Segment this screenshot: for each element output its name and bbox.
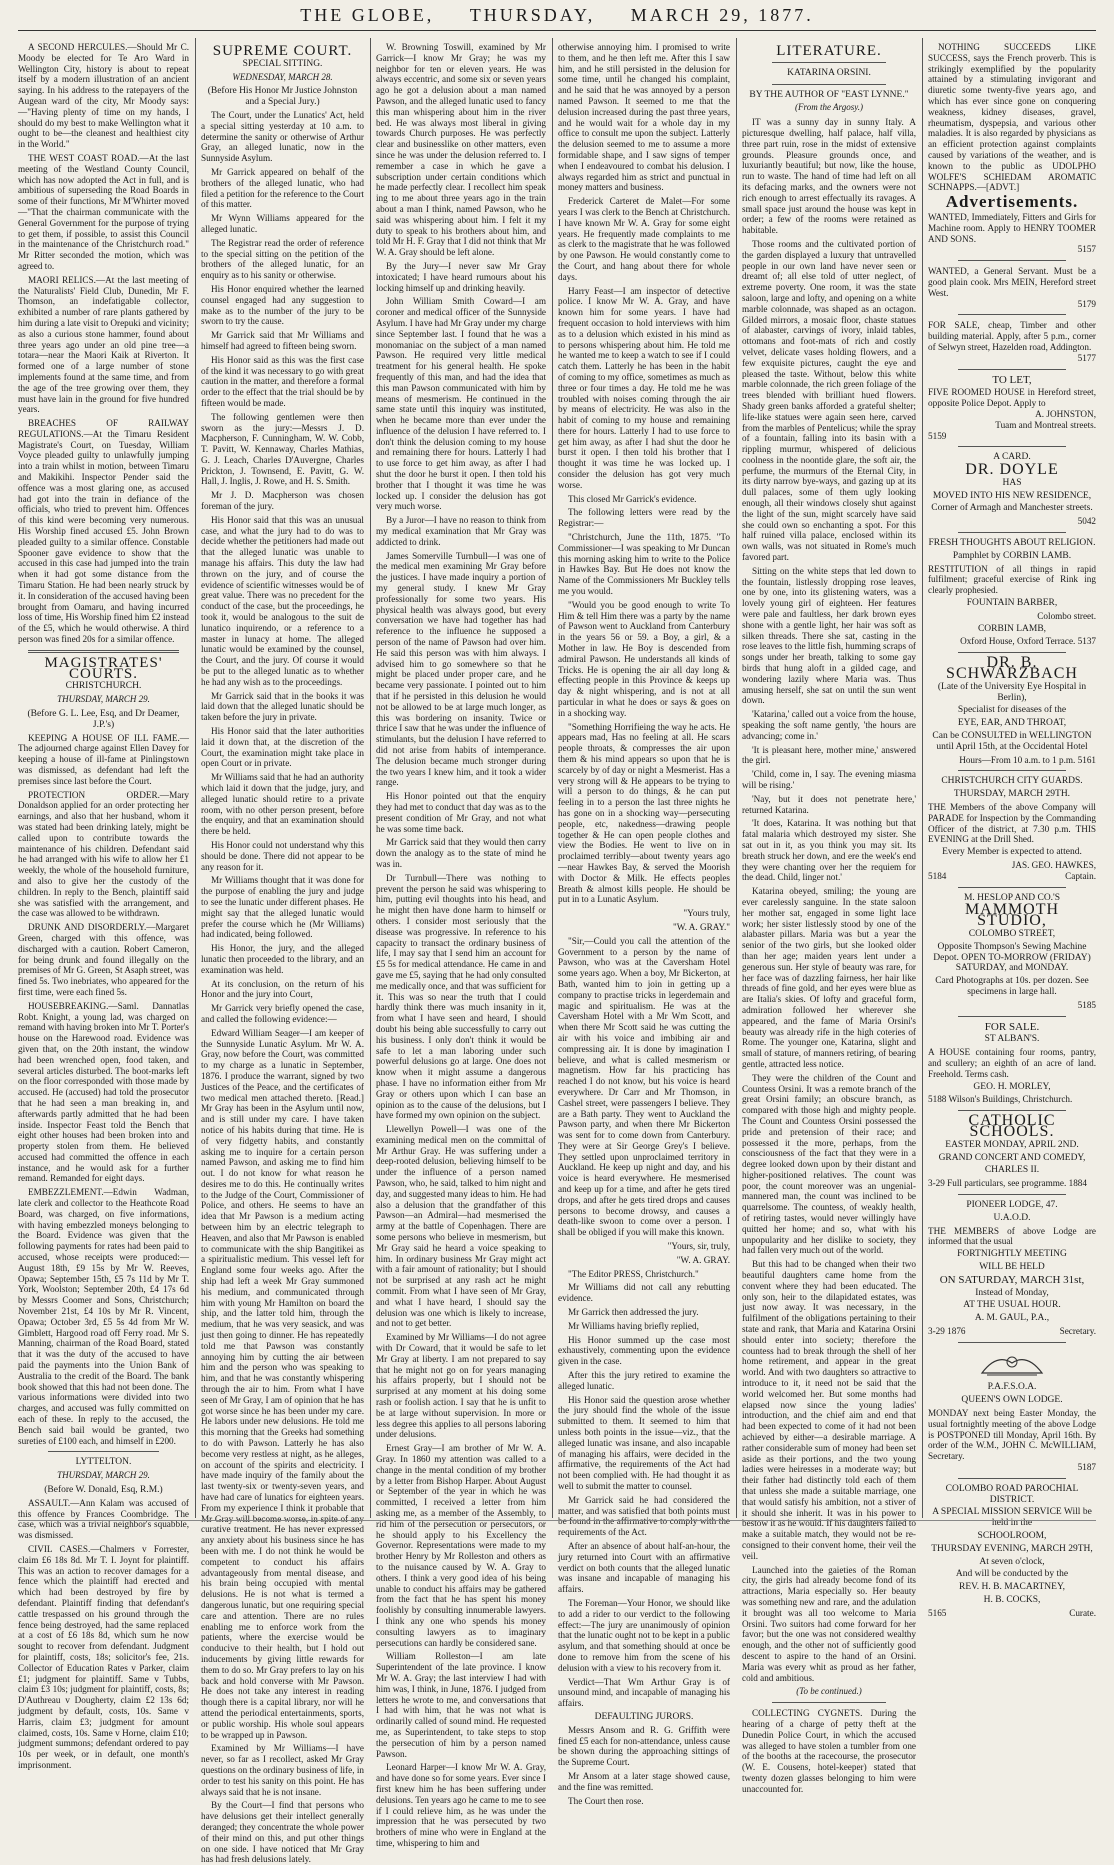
news-item-west-coast-road: THE WEST COAST ROAD.—At the last meeting of the Westland County Council, which has now adopted the Act in full, and is ambitious of superseding the Road Boards in some of their functions, Mr M'Whirter moved—"That the chairman communicate with the General Government for the purpose of trying to get them, if possible, to assist this Council in the maintenance of the Christchurch road." Mr Ritter seconded the motion, which was agreed to. <box>18 152 189 271</box>
court-bench: (Before G. L. Lee, Esq, and Dr Deamer, J.P.'s) <box>27 709 180 730</box>
article-paragraph: After this the jury retired to examine the alleged lunatic. <box>558 1370 730 1391</box>
article-paragraph: Mr Garrick very briefly opened the case, and called the following evidence:— <box>201 1003 364 1024</box>
court-date: THURSDAY, MARCH 29. <box>57 1470 150 1481</box>
article-paragraph: His Honor pointed out that the enquiry they had met to conduct that day was as to the present condition of Mr Gray, and not what he was some time back. <box>376 791 546 834</box>
masthead-day: THURSDAY, <box>469 5 596 25</box>
article-paragraph: Llewellyn Powell—I was one of the examining medical men on the committal of Mr Arthur Gray. He was suffering under a deep-rooted delusion, believing himself to be under the influence of a person named Pawson, who, he said, talked to him night and day, and suggested many ideas to him. He had also a delusion that the grandfather of this Pawson—an Admiral—had mesmerised the army at the battle of Copenhagen. There are some persons who believe in mesmerism, but Mr Gray said he heard a voice speaking to him. In ordinary business Mr Gray might act with a fair amount of rationality; but I should not be surprised at any rash act he might commit. From what I have seen of Mr Gray, and what I have heard, I should say the delusion was one which is likely to increase, and not to get better. <box>376 1124 546 1329</box>
court-bench: (Before His Honor Mr Justice Johnston and a Special Jury.) <box>207 86 358 108</box>
ad-rule <box>958 1110 1066 1111</box>
ad-rule <box>958 260 1066 261</box>
letter-signature: "W. A. GRAY. <box>676 1254 730 1265</box>
article-paragraph: His Honor summed up the case most exhaustively, commenting upon the evidence given in the case. <box>558 1334 730 1367</box>
news-item-cygnets <box>742 1708 916 1794</box>
supreme-court-heading: SUPREME COURT. <box>212 43 353 59</box>
article-paragraph: Harry Feast—I am inspector of detective police. I know Mr W. A. Gray, and have known him for some years. I have had frequent occasion to hold interviews with him as to a delusion which existed in his mind as to persons whispering about him. He told me he wanted me to keep a watch to see if I could catch them. Latterly he has been in the habit of coming to my office, sometimes as much as three or four times a day. He told me he was troubled with noises coming through the air by means of electricity. He was also in the habit of coming to my house and remaining there for hours. Latterly I had to use force to get him away, as after I had shut the door he burst it open. I then told his brother that I thought it was time he was locked up. I consider the delusion has got very much worse. <box>558 285 730 490</box>
story-paragraph: Sitting on the white steps that led down to the fountain, listlessly dropping rose leaves, one by one, into its glistening waters, was a lovely young girl of eighteen. Her features were pale and faultless, her dark brown eyes shone with a gentle light, her hair was soft as silken threads. There she sat, casting in the rose leaves to the little fish, humming scraps of songs under her breath, talking to some gay birds that hung aloft in a gilded cage, and wondering lazily where Maria was. Thus amusing herself, she sat on until the sun went down. <box>742 565 916 706</box>
court-item: KEEPING A HOUSE OF ILL FAME.—The adjourned charge against Ellen Davey for keeping a house of ill-fame at Pinlingstown was dismissed, as defendant had left the premises since last before the Court. <box>18 732 189 786</box>
court-date: WEDNESDAY, MARCH 28. <box>232 71 333 82</box>
article-paragraph: The following letters were read by the Registrar:— <box>558 507 730 529</box>
article-paragraph: By the Court—I find that persons who have delusions get their intellect generally deranged; they concentrate the whole power of their mind on this, and put other things on one side. I have noticed that Mr Gray has had fresh delusions lately. <box>201 1800 364 1865</box>
column-4 <box>558 42 730 1806</box>
section-rule <box>28 650 179 653</box>
letter-paragraph: "Sir,—Could you call the attention of the Government to a person by the name of Pawson, who was at the Caversham Hotel some years ago. When a boy, Mr Bickerton, at Bath, wanted him to join in getting up a company to practise tricks in legerdemain and magic and spiritualism. He was at the Caversham Hotel with a Mr Wm Scott, and when there Mr Scott said he was cutting the air with his voice and imbibing air and compressing air. It is done by imagination I believe, and what is called mesmerism or magnetism. How far his practicing has reached I do not know, but his voice is heard everywhere. Dr Carr and Mr Thomson, in Cashel street, were passengers I believe. They are a Bath party. They went to Auckland the Pawson party, and when there Mr Bickerton was sent for to come down from Canterbury. They were at Sir George Grey's I believe. They settled upon unproclaimed territory in Auckland. He keep up night and day, and his voice is heard everywhere. He mesmerised and keep up for a time, and after he gets tired drops, and after he gets tired drops and causes persons to become drowsy, and causes a death-like swoon to come over a person. I shall be obliged if you will make this known. <box>558 935 730 1238</box>
article-paragraph: John William Smith Coward—I am coroner and medical officer of the Sunnyside Asylum. I have had Mr Gray under my charge since September last. I found that he was a monomaniac on the subject of a man named Pawson. He required very little medical treatment for his general health. He spoke frequently of this man, and had the idea that this man Pawson communicated with him by means of mesmerism. He continued in the same state until this inquiry was instituted, when he became more than ever under the influence of the delusion I have referred to. I don't think the delusion coming to my house and remaining there for hours. Latterly I had to use force to get him away, as after I had shut the door he burst it open. I then told his brother that I thought it was time he was locked up. I consider the delusion has got very much worse. <box>376 296 547 512</box>
column-divider <box>552 38 553 1518</box>
article-paragraph: Mr J. D. Macpherson was chosen foreman of the jury. <box>201 490 364 512</box>
article-paragraph: His Honor said that the later authorities laid it down that, at the discretion of the Court, the examination might take place in open Court or in private. <box>201 726 364 769</box>
article-paragraph: Mr Williams having briefly replied, <box>568 1320 699 1331</box>
column-5 <box>742 42 917 1794</box>
story-paragraph: 'Katarina,' called out a voice from the house, speaking the soft name gently, 'the hours are advancing; come in.' <box>742 709 916 741</box>
article-paragraph: Mr Garrick appeared on behalf of the brothers of the alleged lunatic, who had filed a petition for the reference to the Court of this matter. <box>201 166 364 210</box>
schnapps-notice: NOTHING SUCCEEDS LIKE SUCCESS, says the French proverb. This is strikingly exemplified by the popularity attained by a stimulating invigorant and diuretic some twenty-five years ago, and which has ever since gone on conquering weakness, kidney diseases, gravel, rheumatism, dyspepsia, and various other maladies. It is also regarded by physicians as an efficient protection against complaints caused by variations of the weather, and is known to the public as UDOLPHO WOLFE'S SCHIEDAM AROMATIC SCHNAPPS.—[ADVT.] <box>928 42 1096 193</box>
ad-rule <box>958 446 1066 447</box>
article-paragraph: Mr Williams thought that it was done for the purpose of enabling the jury and judge to see the lunatic under different phases. He might say that the alleged lunatic would prefer the course which he (Mr Williams) had indicated, being followed. <box>201 875 364 940</box>
story-paragraph: They were the children of the Count and Countess Orsini. It was a remote branch of the great Orsini family; an obscure branch, as compared with those high and mighty people. The Count and Countess Orsini possessed the pride and pretension of their race; and possessed it the more, perhaps, from the consciousness of the fact that they were in a degree looked down upon by their distant and higher-positioned relatives. The count was poor, the count moreover was an ungenial-mannered man, the count was inclined to be quarrelsome. The countess, of weakly health, of retiring tastes, would never willingly have quitted her home; and so, what with his unpopularity and her dislike to society, they had fallen very much out of the world. <box>742 1072 916 1256</box>
story-paragraph: 'Child, come in, I say. The evening miasma will be rising.' <box>742 769 916 790</box>
lyttelton-heading: LYTTELTON. <box>75 1457 132 1468</box>
letter-paragraph: "Something Horrifieing the way he acts. He appears mad, Has no feeling at all. He scars people throats, & compresses the air upon them & his mind appears so upon that he is scarcely by of day or night a Mesmerist. Has a very strong will & He appears to be trying to will a person to do things, & he can put feeling in to a person the last three nights he has gone on in a shocking way—persecuting people, etc, nakedness—drawing people together & He can open people clothes and view the Bodies. He went to live on in proclaimed terribly—about twenty years ago—near Hawkes Bay, & served the Moorish with Doctor & Milk. He effects peoples Breath & almost kills people. He should be put in to a Lunatic Asylum. <box>558 721 730 905</box>
article-paragraph: His Honor said the question arose whether the jury should find the whole of the issue submitted to them. It seemed to him that unless both points in the issue—viz., that the alleged lunatic was insane, and also incapable of managing his affairs, were decided in the affirmative, the requirements of the Act had not been complied with. He had thought it as well to submit the matter to counsel. <box>558 1394 730 1491</box>
letter-paragraph: "Would you be good enough to write To Him & tell Him there was a party by the name of Pawson went to Auckland from Canterbury in the years 56 or 59. a Boy, a girl, & a Mother in law. He Boy is descended from admiral Pawson. He understands all kinds of Tricks. He is opening the air all day long & effecting people in this Province & keeps up day & night whispering, and is not at all particular in what he does or says & goes on in a shocking way. <box>558 599 730 718</box>
letter-signoff: "Yours truly, <box>683 908 730 919</box>
masthead-date: MARCH 29, 1877. <box>630 5 814 25</box>
column-2 <box>201 42 364 1865</box>
news-item-railway: BREACHES OF RAILWAY REGULATIONS.—At the Timaru Resident Magistrate's Court, on Tuesday, William Voyce pleaded guilty to unlawfully jumping into a train whilst in motion, between Timaru and Makikihi. Inspector Pender said the offence was a most glaring one, as accused had got into the train in defiance of the officials, who tried to prevent him. Offences of this kind were becoming very numerous. His Worship fined accused £5. John Brown pleaded guilty to a similar offence. Constable Spooner gave evidence to show that the accused in this case had jumped into the train when it had got some distance from the Timaru Station. He had been nearly struck by it. In consideration of the accused having been brought from Oamaru, and having incurred loss of time, His Worship fined him £2 instead of the £5, which he would otherwise. A third person was fined 20s for a similar offence. <box>18 418 189 645</box>
article-paragraph: Mr Wynn Williams appeared for the alleged lunatic. <box>201 213 364 234</box>
section-rule <box>772 84 886 85</box>
article-paragraph: By a Juror—I have no reason to think from my medical examination that Mr Gray was addicted to drink. <box>376 515 546 547</box>
section-rule <box>48 1451 159 1452</box>
article-paragraph: Verdict—That Wm Arthur Gray is of unsound mind, and incapable of managing his affairs. <box>558 1676 730 1709</box>
article-paragraph: otherwise annoying him. I promised to write to them, and he then left me. After this I saw him, and he still persisted in the delusion for some time, until he changed his complaint, and he said that he was annoyed by a person named Pawson. It seemed to me that the delusion increased during the past three years, and he would wait for a whole day in my office to consult me upon the subject. Latterly the delusion seemed to me to assume a more formidable shape, and I saw signs of temper when I endeavoured to combat his delusion. I always regarded him as strict and punctual in money matters and business. <box>558 42 730 193</box>
page-bottom-rule <box>18 1520 1096 1521</box>
article-paragraph: By the Jury—I never saw Mr Gray intoxicated; I have heard rumours about his locking himself up and drinking heavily. <box>376 260 546 293</box>
masthead-rule <box>18 30 1096 31</box>
article-paragraph: The Court then rose. <box>568 1795 644 1806</box>
ad-fitters-wanted: WANTED, Immediately, Fitters and Girls for Machine room. Apply to HENRY TOOMER AND SONS. 5157 <box>928 211 1096 255</box>
ad-queens-own-lodge: P.A.F.S.O.A. QUEEN'S OWN LODGE. MONDAY next being Easter Monday, the usual fortnightly meeting of the above Lodge is POSTPONED till Monday, April 16th. By order of the W.M., JOHN C. McWILLIAM, Secretary. 5187 <box>928 1348 1096 1473</box>
article-paragraph: His Honor, the jury, and the alleged lunatic then proceeded to the library, and an examination was held. <box>201 943 364 975</box>
cygnets-text: During the hearing of a charge of petty theft at the Dunedin Police Court, in which the accused was alleged to have stolen a tumbler from one of the booths at the racecourse, the prosecutor (W. E. Cousens, hotel-keeper) stated that twenty dozen glasses belonging to him were unaccounted for. <box>742 1708 916 1794</box>
special-sitting-subheading: SPECIAL SITTING. <box>242 58 323 69</box>
cygnets-heading: COLLECTING CYGNETS. <box>752 1708 863 1719</box>
letter-paragraph: "Christchurch, June the 11th, 1875. "To Commissioner—I was speaking to Mr Duncan this morning asking him to write to the Police in Hawkes Bay. But He does not know the Name of the Commissioners Mr Buckley tells me you would. <box>558 532 730 597</box>
article-paragraph: His Honor could not understand why this should be done. There did not appear to be any reason for it. <box>201 839 364 872</box>
court-item: DRUNK AND DISORDERLY.—Margaret Green, charged with this offence, was discharged with a caution. Robert Cameron, for being drunk and found illegally on the premises of Mr G. Green, St Asaph street, was fined 5s. Two inebriates, who appeared for the first time, were each fined 5s. <box>18 922 189 997</box>
section-rule <box>772 1702 886 1703</box>
article-paragraph: Mr Garrick then addressed the jury. <box>568 1307 699 1318</box>
to-be-continued: (To be continued.) <box>796 1686 862 1697</box>
article-paragraph: His Honor said as this was the first case of the kind it was necessary to go with great caution in the matter, and therefore a formal order to the effect that the trial should be by fifteen would be made. <box>201 354 364 408</box>
masthead-title: THE GLOBE, <box>300 5 435 25</box>
article-paragraph: James Somerville Turnbull—I was one of the medical men examining Mr Gray before the justices. I have made inquiry a portion of my general study. I knew Mr Gray professionally for some two years. His physical health was always good, but every conversation we have had together has had reference to the influence he supposed a person of the name of Pawson had over him. He said this person was with him always. I advised him to go somewhere so that he might be placed under proper care, and he became very passionate. I pointed out to him that if he persisted in this delusion he would not be allowed to be at large much longer, as this was bordering on insanity. Twice or thrice I saw that he was under the influence of stimulants, but the delusion I have referred to did not arise from habits of intemperance. The delusion became much stronger during the two years I knew him, and it took a wider range. <box>376 550 546 788</box>
ad-rule <box>958 887 1066 888</box>
story-source: (From the Argosy.) <box>795 102 863 113</box>
article-paragraph: Mr Garrick said he had considered the matter, and was satisfied that both points must be found in the affirmative to comply with the requirements of the Act. <box>558 1494 730 1538</box>
ad-dr-doyle: A CARD. DR. DOYLE HAS MOVED INTO HIS NEW RESIDENCE, Corner of Armagh and Manchester streets. 5042 <box>931 452 1096 527</box>
article-paragraph: Examined by Mr Williams—I do not agree with Dr Coward, that it would be safe to let Mr Gray at liberty. I am not prepared to say that he might not go on for years managing his affairs properly, but I should not be surprised at any moment at his doing some rash or foolish action. I say that he is unfit to be at large without supervision. In more or less degree this applies to all persons laboring under delusions. <box>376 1332 546 1440</box>
article-paragraph: Mr Williams said that he had an authority which laid it down that the judge, jury, and alleged lunatic should retire to a private room, with no other person present, before the enquiry, and that an examination should there be held. <box>201 772 364 837</box>
christchurch-subheading: CHRISTCHURCH. <box>65 681 142 692</box>
column-6-advertisements <box>928 42 1096 1618</box>
court-item: CIVIL CASES.—Chalmers v Forrester, claim £6 18s 8d. Mr T. I. Joynt for plaintiff. This was an action to recover damages for a fence which the plaintiff had erected and which had been destroyed by fire by defendant. Plaintiff finding that defendant's cattle trespassed on his ground through the fence being destroyed, had the same replaced at a cost of £6 18s 8d, which sum he now sought to recover from defendant. Judgment for plaintiff, costs, 18s; solicitor's fee, 21s. Collector of Education Rates v Parker, claim £1; judgment for plaintiff. Same v Tubbs, claim £3 10s; judgment for plaintiff, costs, 8s; D'Authreau v Dougherty, claim £2 13s 6d; judgment by default, costs, 10s. Same v Harris, claim £3; judgment for amount claimed, costs, 10s. Same v Horne, claim £10; judgment summons; defendant ordered to pay 10s per week, or in default, one month's imprisonment. <box>18 1543 189 1770</box>
ad-rule <box>958 652 1066 653</box>
ad-fresh-thoughts: FRESH THOUGHTS ABOUT RELIGION. Pamphlet by CORBIN LAMB. RESTITUTION of all things in rapid fulfilment; graceful exercise of Rink ing clearly prophesied. FOUNTAIN BARBER, Colombo street. CORBIN LAMB, Oxford House, Oxford Terrace. 5137 <box>928 538 1096 647</box>
article-paragraph: William Rolleston—I am late Superintendent of the late province. I know Mr W. A. Gray; the last interview I had with him was, I think, in June, 1876. I judged from letters he wrote to me, and conversations that I had with him, that he was not what is ordinarily called of sound mind. He requested me, as Superintendent, to take steps to stop the persecution of him by a person named Pawson. <box>376 1651 546 1759</box>
literature-heading: LITERATURE. <box>776 43 882 59</box>
lodge-emblem-icon <box>928 1348 1096 1381</box>
article-paragraph: His Honor said that this was an unusual case, and what the jury had to do was to decide whether the petitioners had made out that the alleged lunatic was unable to manage his affairs. This duty the law had thrown on the jury, and of course the evidence of scientific witnesses would be of great value. There was no precedent for the conduct of the case, but the proceedings, he took it, would be analogous to the suit de lunatico inquirendo, or a reference to a master in lunacy at home. The alleged lunatic would be examined by the counsel, the Court, and the jury. Of course it would be put to the alleged lunatic as to whether he had any wish as to the proceedings. <box>201 514 364 687</box>
ad-rule <box>958 1016 1066 1017</box>
article-paragraph: Messrs Ansom and R. G. Griffith were fined £5 each for non-attendance, unless cause be shown during the approaching sittings of the Supreme Court. <box>558 1724 730 1768</box>
column-divider <box>370 38 371 1518</box>
column-divider <box>195 38 196 1518</box>
court-item: PROTECTION ORDER.—Mary Donaldson applied for an order protecting her earnings, and also that her husband, whom it was stated had been drinking lately, might be called upon to contribute towards the maintenance of his children. Defendant said he had arranged with his wife to allow her £1 weekly, the whole of the household furniture, and also to give her the custody of the children. In reply to the Bench, plaintiff said she was satisfied with the arrangement, and the case was allowed to be withdrawn. <box>18 789 189 919</box>
article-paragraph: Mr Garrick said that they would then carry down the analogy as to the state of mind he was in. <box>376 837 546 869</box>
story-paragraph: IT was a sunny day in sunny Italy. A picturesque dwelling, half palace, half villa, three part ruin, rose in the midst of extensive grounds. Pleasure grounds once, and luxuriantly beautiful; but now, like the house, run to waste. The hand of time had left on all its defacing marks, and the owners were not rich enough to arrest effectually its ravages. A small space just around the house was kept in order; a few of the rooms were retained as habitable. <box>742 117 916 236</box>
news-item-hercules: A SECOND HERCULES.—Should Mr C. Moody be elected for Te Aro Ward in Wellington City, history is about to repeat itself by a modern illustration of an ancient saying. In his address to the ratepayers of the Augean ward of the city, Mr Moody says:—"Having plenty of time on my hands, I should do my best to make Wellington what it ought to be—the cleanest and healthiest city in the World." <box>18 42 189 150</box>
story-paragraph: Those rooms and the cultivated portion of the garden displayed a luxury that untravelled people in our own land have never seen or dreamt of; all else told of utter neglect, of extreme poverty. One room, it was the state saloon, large and lofty, and opening on a white marble colonnade, was shaped as an octagon. Gilded mirrors, a mosaic floor, chaste statues of alabaster, carvings of ivory, inlaid tables, ottomans and foot-mats of rich and costly velvet, delicate vases holding flowers, and a few exquisite pictures, caught the eye and pleased the taste. Without, below this white marble colonnade, the rich green foliage of the trees blended with brilliant hued flowers. Shady green banks afforded a grateful shelter; life-like statues were again seen here, carved from the marbles of Pentelicus; while the spray of a fountain, falling into its basin with a rippling murmur, whispered of delicious coolness in the noontide glare, the soft air, the perfume, the murmurs of the Eternal City, in its dirty narrow bye-ways, and gazing up at its dull palaces, some of them ugly looking enough, all their windows closely shut against the light of the sun, might scarcely have said she could own so enchanting a spot. For this half ruined villa palace, enclosed within its own walls, was not situated in Rome's much favored part. <box>742 238 916 563</box>
article-paragraph: Frederick Carteret de Malet—For some years I was clerk to the Bench at Christchurch. I have known Mr W. A. Gray for some eight years. He frequently made complaints to me as clerk to the magistrate that he was followed by one Pawson. He would constantly come to the Court, and hang about there for whole days. <box>558 196 730 282</box>
story-paragraph: 'It is pleasant here, mother mine,' answered the girl. <box>742 744 916 766</box>
ad-mission-service: COLOMBO ROAD PAROCHIAL DISTRICT. A SPECIAL MISSION SERVICE Will be held in the SCHOOLROOM, THURSDAY EVENING, MARCH 29TH, At seven o'clock, And will be conducted by the REV. H. B. MACARTNEY, H. B. COCKS, 5165 Curate. <box>928 1483 1096 1618</box>
court-item: HOUSEBREAKING.—Saml. Dannatlas Robt. Knight, a young lad, was charged on remand with having broken into Mr T. Porter's house on the Harewood road. Evidence was given that, on the 20th instant, the window had been wrenched open, food taken, and several articles disturbed. The boot-marks left on the floor corresponded with those made by accused. He (accused) had told the prosecutor that he had seen a man breaking in, and afterwards partly admitted that he had been inside. Inspector Feast told the Bench that eight other houses had been broken into and property stolen from them. He believed accused had committed the offence in each instance, and he would ask for a further remand. Remanded for eight days. <box>18 1000 189 1184</box>
article-paragraph: This closed Mr Garrick's evidence. <box>568 493 697 504</box>
ad-rule <box>958 770 1066 771</box>
story-title: KATARINA ORSINI. <box>787 67 871 78</box>
section-rule <box>772 62 886 63</box>
article-paragraph: Examined by Mr Williams—I have never, so far as I recollect, asked Mr Gray questions on the ordinary business of life, in order to test his sanity on this point. He has always said that he is not insane. <box>201 1743 364 1797</box>
ad-rule <box>958 314 1066 315</box>
article-paragraph: Mr Ansom at a later stage showed cause, and the fine was remitted. <box>558 1770 730 1792</box>
article-paragraph: Leonard Harper—I know Mr W. A. Gray, and have done so for some years. Ever since I first knew him he has been suffering under delusions. Ten years ago he came to me to see if I could relieve him, as he was under the impression that he was persecuted by two brothers of mine who were in England at the time, whispering to him and <box>376 1762 546 1848</box>
article-paragraph: Dr Turnbull—There was nothing to prevent the person he said was whispering to him, putting evil thoughts into his head, and he might then have done harm to himself or others. I consider most seriously that the disease was progressive. In reference to his capacity to transact the ordinary business of life, I may say that I send him an account for £5 5s for medical attendance. He came in and gave me £5, saying that he had only consulted me medically once, and that was sufficient for it. This was so near the truth that I could hardly think there was much insanity in it, from what I have seen and heard, I should doubt his being able successfully to carry out his business. I only don't think it would be safe to let a man laboring under such powerful delusions go at large. One does not know when it might assume a dangerous phase. I have no information either from Mr Gray or others upon which I can base an opinion as to the cause of the delusions, but I have formed my own opinion on the subject. <box>376 872 546 1121</box>
article-paragraph: Mr Garrick said that Mr Williams and himself had agreed to fifteen being sworn. <box>201 330 364 351</box>
ad-mammoth-studio: M. HESLOP AND CO.'S MAMMOTH STUDIO, COLOMBO STREET, Opposite Thompson's Sewing Machine Depot. OPEN TO-MORROW (FRIDAY) SATURDAY, and MONDAY. Card Photographs at 10s. per dozen. See specimens in large hall. 5185 <box>933 892 1096 1010</box>
article-paragraph: After an absence of about half-an-hour, the jury returned into Court with an affirmative verdict on both counts that the alleged lunatic was insane and incapable of managing his affairs. <box>558 1540 730 1595</box>
ad-rule <box>958 1194 1066 1195</box>
column-divider <box>736 38 737 1518</box>
court-date: THURSDAY, MARCH 29. <box>57 694 150 705</box>
column-1 <box>18 42 189 1770</box>
story-byline: BY THE AUTHOR OF "EAST LYNNE." <box>749 89 909 100</box>
ad-dr-schwarzbach: DR. B. SCHWARZBACH (Late of the University Eye Hospital in Berlin), Specialist for diseases of the EYE, EAR, AND THROAT, Can be CONSULTED in WELLINGTON until April 15th, at the Occidental Hotel Hours—From 10 a.m. to 1 p.m. 5161 <box>932 654 1096 765</box>
story-paragraph: Katarina obeyed, smiling; the young are ever carelessly sanguine. In the state saloon her mother sat, engaged in some light lace work; her sister listlessly stood by one of the alabaster pillars. Maria was but a year the senior of the two girls, but she looked older than her age; maiden years lent under a generous sun. Her style of beauty was rare, for her face was of dazzling fairness, her hair like threads of fine gold, and her eyes were blue as are Italia's skies. Of lofty and graceful form, admiration followed her wherever she appeared, and the fame of Maria Orsini's beauty was already rife in the high coteries of Rome. The younger one, Katarina, slight and small of stature, of manners retiring, of bearing gentle, attracted less notice. <box>742 886 916 1069</box>
ad-pioneer-lodge: PIONEER LODGE, 47. U.A.O.D. THE MEMBERS of above Lodge are informed that the usual FORTNIGHTLY MEETING WILL BE HELD ON SATURDAY, MARCH 31st, Instead of Monday, AT THE USUAL HOUR. A. M. GAUL, P.A., 3-29 1876 Secretary. <box>928 1199 1096 1336</box>
article-paragraph: Edward William Seager—I am keeper of the Sunnyside Lunatic Asylum. Mr W. A. Gray, now before the Court, was committed to my charge as a lunatic in September, 1876. I produce the warrant, signed by two Justices of the Peace, and the certificates of two medical men attached thereto. [Read.] Mr Gray has been in the Asylum until now, and is still under my care. I have taken notice of his habits during that time. He is of very fidgetty habits, and constantly asking me to inquire for a certain person named Pawson, and asking me to find him out. I do not know for what reason he desires me to do this. He continually writes to the Judge of the Court, Commissioner of Police, and others. He seems to have an idea that Mr Pawson is a medium acting between him by an electric telegraph to Heaven, and also that Mr Pawson is enabled to communicate with the ship Bangitikei as a spiritualistic medium. This vessel left for England some four weeks ago. After the ship had left a week Mr Gray summoned his medium, and communicated through him with young Mr Hamilton on board the ship, and the latter told him, through the medium, that he was very seasick, and was just then going to dinner. He has repeatedly told me that Pawson was constantly annoying him by cutting the air between him and the person who was speaking to him, and that he was constantly whispering through the air to him. From what I have seen of Mr Gray, I am of opinion that he has got worse since he has been under my care. He labors under new delusions. He told me this morning that the Greeks had something to do with Pawson. Latterly he has also become very restless at night, as he alleges, on account of the spirits and electricity. I have made inquiry of the family about the last twenty-six or twenty-seven years, and have had care of lunatics for eighteen years. From my experience I think it probable that Mr Gray will become worse, in spite of any curative treatment. He has never expressed any anxiety about his business since he has been with me. I do not think he would be competent to conduct his affairs advantageously from mental disease, and his brain being occupied with mental delusions. He is not what is termed a dangerous lunatic, but one requiring special care and attention. There are no rules enabling me to enforce work from the patients, where the exercise would be conducive to their health, but I hold out inducements by giving little rewards for them to do so. Mr Gray prefers to lay on his back and hold converse with Mr Pawson. He does not take any interest in reading though there is a capital library, nor will he attend the periodical entertainments, sports, or public worship. His whole soul appears to be wrapped up in Pawson. <box>201 1027 364 1740</box>
ad-servant-wanted: WANTED, a General Servant. Must be a good plain cook. Mrs MEIN, Hereford street West. 5179 <box>928 266 1096 309</box>
article-paragraph: Mr Williams did not call any rebutting evidence. <box>558 1282 730 1304</box>
ad-city-guards: CHRISTCHURCH CITY GUARDS. THURSDAY, MARCH 29TH. THE Members of the above Company will PARADE for Inspection by the Commanding Officer of the district, at 7.30 p.m. THIS EVENING at the Drill Shed. Every Member is expected to attend. JAS. GEO. HAWKES, 5184 Captain. <box>928 776 1096 881</box>
article-paragraph: The Court, under the Lunatics' Act, held a special sitting yesterday at 10 a.m. to determine the sanity or otherwise of Arthur Gray, an alleged lunatic, now in the Sunnyside Asylum. <box>201 109 364 164</box>
article-paragraph: Mr Garrick said that in the books it was laid down that the alleged lunatic should be taken before the jury in private. <box>201 690 364 723</box>
ad-rule <box>958 1342 1066 1343</box>
masthead <box>0 0 1114 30</box>
letter-signature: "W. A. GRAY." <box>673 921 730 932</box>
advertisements-heading: Advertisements. <box>945 192 1079 212</box>
news-item-maori-relics: MAORI RELICS.—At the last meeting of the Naturalists' Field Club, Dunedin, Mr F. Thomson, an indefatigable collector, exhibited a number of rare plants gathered by him during a late visit to Orepuki and vicinity; as also a curious stone hammer, found about three years ago under an old pine tree—a totara—near the Maori Kaik at Riverton. It formed one of a large number of stone implements found at the same time, and from the age of the tree growing over them, they must have lain in the ground for five hundred years. <box>18 274 189 415</box>
defaulting-jurors-heading: DEFAULTING JURORS. <box>594 1711 694 1722</box>
ad-house-to-let: TO LET, FIVE ROOMED HOUSE in Hereford street, opposite Police Depot. Apply to A. JOHNSTON, Tuam and Montreal streets. 5159 <box>928 373 1096 441</box>
ad-rule <box>958 1478 1066 1479</box>
letter-signoff: "Yours, sir, truly, <box>667 1241 730 1252</box>
story-paragraph: But this had to be changed when their two beautiful daughters came home from the convent where they had been educated. The only son, heir to the dilapidated estates, was just now away. It was necessary, in the fulfilment of the obligations pertaining to their state and rank, that Maria and Katarina Orsini should enter into society; therefore the countess had to break through the shell of her home retirement, and appear in the great world. And with two daughters so attractive to introduce to it, it need not be said that the world welcomed her. But some months had elapsed now since the young ladies' introduction, and the chief aim and end that had been expected to come of it had not been achieved by either—a desirable marriage. A rather considerable sum of money had been set aside as their portions, and the two young ladies were heiresses in a moderate way; but their father had distinctly told each of them that unless she made a suitable marriage, one that would satisfy his ambition, not a stiver of it should she inherit. It was in his power to bestow it as he would. If his daughters failed to make a suitable match, they would not be re-consigned to their convent home, their veil the veil. <box>742 1259 917 1561</box>
court-item: EMBEZZLEMENT.—Edwin Wadman, late clerk and collector to the Heathcote Road Board, was charged, on five informations, with having embezzled moneys belonging to the Board. Evidence was given that the following payments for rates had been paid to accused, whose receipts were produced:—August 18th, £9 15s by Mr W. Reeves, Opawa; September 15th, £5 7s 11d by Mr T. York, Woolston; September 20th, £4 17s 6d by Messrs Coomer and Sons, Christchurch; November 21st, £4 10s by Mr R. Vincent, Opawa; October 3rd, £5 5s 4d from Mr W. Gimblett, Hargood road off Ferry road. Mr S. Manning, chairman of the Road Board, stated that it was the duty of the accused to have paid the payments into the Union Bank of Australia to the credit of the Board. The bank book showed that this had not been done. The various informations were divided into two charges, and accused was fully committed on each of these. In reply to the accused, the Bench said bail would be granted, two sureties of £100 each, and himself in £200. <box>18 1187 189 1446</box>
article-paragraph: The following gentlemen were then sworn as the jury:—Messrs J. D. Macpherson, F. Cunningham, W. W. Cobb, T. Pavitt, W. Kennaway, Charles Mathias, G. J. Leach, Charles D'Auvergne, Charles Prickton, J. Townsend, E. Pavitt, G. W. Hall, J. Inglis, J. Rowe, and H. S. Smith. <box>201 411 364 487</box>
ad-st-albans-for-sale: FOR SALE. ST ALBAN'S. A HOUSE containing four rooms, pantry, and scullery; an eighth of an acre of land. Freehold. Terms cash. GEO. H. MORLEY, 5188 Wilson's Buildings, Christchurch. <box>928 1020 1096 1105</box>
ad-rule <box>958 369 1066 370</box>
article-paragraph: W. Browning Toswill, examined by Mr Garrick—I know Mr Gray; he was my neighbor for ten or eleven years. He was always eccentric, and some six or seven years ago he got a delusion about a man named Pawson, and the alleged lunatic used to fancy this man whispering about him in the river bed. He was always most liberal in giving towards Church purposes. He was perfectly clear and businesslike on other matters, even since he was under the delusion referred to. I remember a case in which he gave a subscription under certain conditions which he made perfectly clear. I recollect him speak ing to me about three years ago in the train about a man I think, named Pawson, who he said was whispering about him. I felt it my duty to speak to his brothers about him, and told Mr H. F. Gray that I did not think that Mr W. A. Gray should be left alone. <box>376 42 546 258</box>
ad-catholic-schools: CATHOLIC SCHOOLS. EASTER MONDAY, APRIL 2ND. GRAND CONCERT AND COMEDY, CHARLES II. 3-29 Full particulars, see programme. 1884 <box>928 1112 1087 1189</box>
article-paragraph: At its conclusion, on the return of his Honor and the jury into Court, <box>201 978 364 1000</box>
article-paragraph: His Honor enquired whether the learned counsel engaged had any suggestion to make as to the number of the jury to be sworn to try the cause. <box>201 283 364 327</box>
column-divider <box>922 38 923 1518</box>
article-paragraph: The Foreman—Your Honor, we should like to add a rider to our verdict to the following effect:—The jury are unanimously of opinion that the lunatic ought not to be kept in a public asylum, and that something should at once be done to remove him from the scene of his delusion with a view to his recovery from it. <box>558 1597 730 1673</box>
article-paragraph: Ernest Gray—I am brother of Mr W. A. Gray. In 1860 my attention was called to a change in the mental condition of my brother by a letter from Bishop Harper. About August or September of the year in which he was committed, I received a letter from him asking me, as a member of the Assembly, to rid him of the persecution or persecutors, or he should apply to his Excellency the Governor. Representations were made to my brother Henry by Mr Rolleston and others as to the nuisance caused by W. A. Gray to others. I think a very good idea of his being unable to conduct his affairs may be gathered from the fact that he has spent his money foolishly by consulting innumerable lawyers. I think any one who spends his money consulting lawyers as to imaginary persecutions can hardly be considered sane. <box>376 1443 546 1648</box>
magistrates-heading: MAGISTRATES' COURTS. <box>44 654 163 682</box>
column-3 <box>376 42 547 1848</box>
court-bench: (Before W. Donald, Esq, R.M.) <box>44 1485 163 1495</box>
story-paragraph: Launched into the gaieties of the Roman city, the girls had already become fond of its attractions, Maria especially so. Her beauty was something new and rare, and the adulation it brought was all too welcome to Maria Orsini. Two suitors had come forward for her favor; but the one was not considered wealthy enough, and the other not of sufficiently good descent to aspire to the hand of an Orsini. Maria was every whit as proud as her father, cold and ambitious. <box>742 1564 916 1683</box>
ad-timber-for-sale: FOR SALE, cheap, Timber and other building material. Apply, after 5 p.m., corner of Selwyn street, Hazelden road, Addington. 5177 <box>928 320 1096 363</box>
court-item: ASSAULT.—Ann Kalam was accused of this offence by Frances Coombridge. The case, which was a trivial neighbor's squabble, was dismissed. <box>18 1497 189 1541</box>
story-paragraph: 'It does, Katarina. It was nothing but that fatal malaria which destroyed my sister. She sat out in it, as you think you may sit. Its breath struck her down, and ere the week's end they were chanting over her the requiem for the dead. Child, linger not.' <box>742 818 916 883</box>
letter-addressee: "The Editor PRESS, Christchurch." <box>568 1268 699 1279</box>
ad-rule <box>958 532 1066 533</box>
article-paragraph: The Registrar read the order of reference to the special sitting on the petition of the brothers of the alleged lunatic, for an enquiry as to his sanity or otherwise. <box>201 237 364 281</box>
story-paragraph: 'Nay, but it does not penetrate here,' returned Katarina. <box>742 793 916 815</box>
